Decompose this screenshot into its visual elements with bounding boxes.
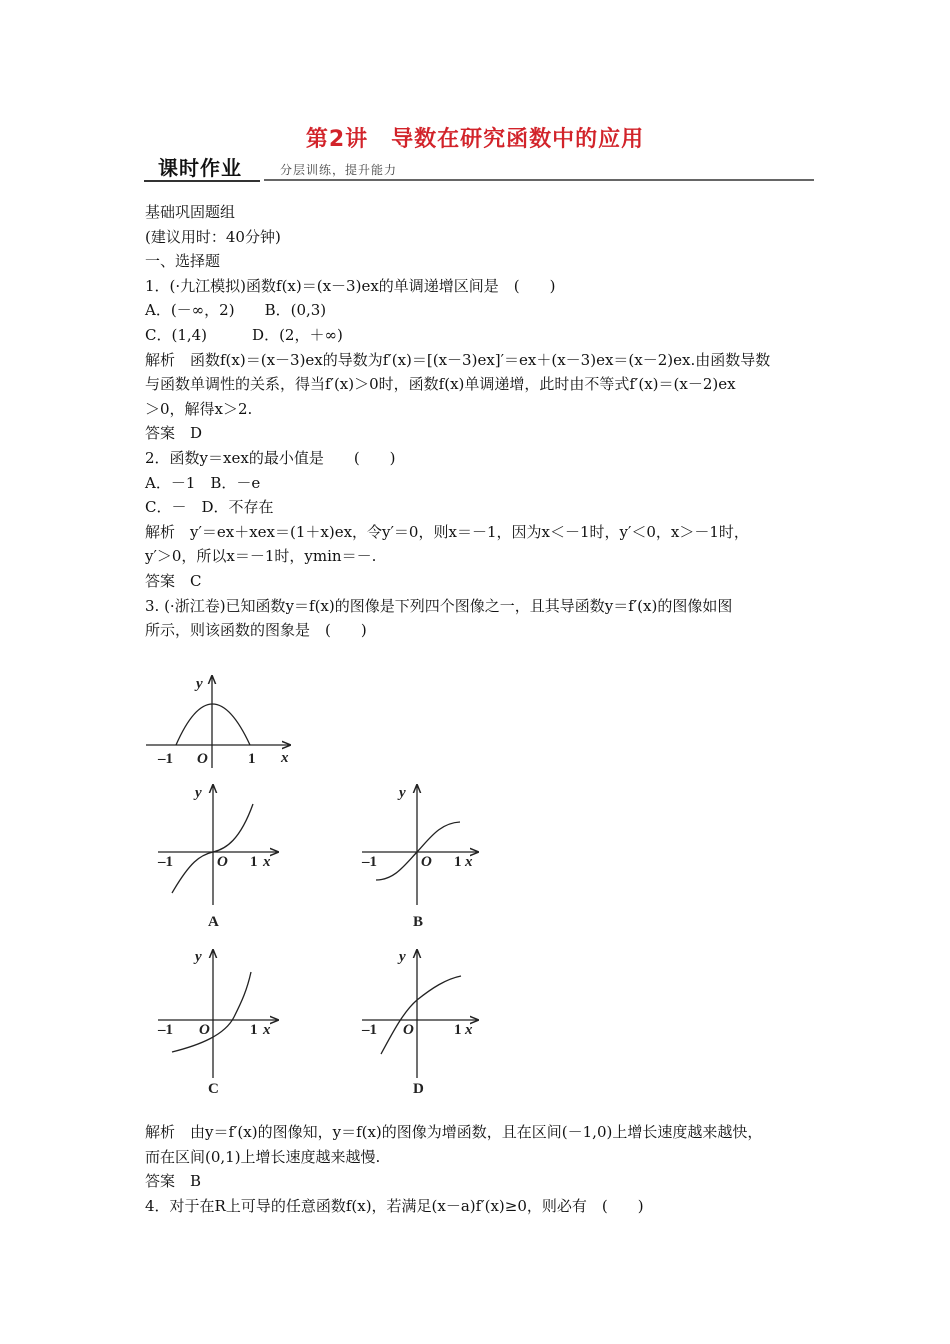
text-line: 1．(·九江模拟)函数f(x)＝(x－3)ex的单调递增区间是 ( ) (145, 276, 556, 295)
origin-label: O (199, 1022, 210, 1038)
text-line: 基础巩固题组 (145, 203, 236, 221)
tick-neg-label: –1 (362, 1022, 377, 1038)
axis-x-label: x (465, 854, 473, 870)
axis-y-label: y (196, 676, 203, 692)
graph-option-d (361, 949, 478, 1097)
text-line: ＞0，解得x＞2. (145, 399, 253, 418)
tick-neg-label: –1 (158, 854, 173, 870)
text-line: C．－ D．不存在 (145, 498, 274, 517)
graph-option-a (157, 785, 278, 930)
text-line: 一、选择题 (145, 252, 221, 271)
text-line: C．(1,4) D．(2，＋∞) (145, 325, 343, 344)
origin-label: O (197, 751, 208, 767)
origin-label: O (421, 854, 432, 870)
tick-neg-label: –1 (362, 854, 377, 870)
text-line: 所示，则该函数的图象是 ( ) (145, 621, 367, 640)
tick-neg-label: –1 (158, 1022, 173, 1038)
origin-label: O (403, 1022, 414, 1038)
text-line: y′＞0，所以x＝－1时，ymin＝－. (145, 547, 377, 566)
axis-y-label: y (195, 949, 202, 965)
axis-y-label: y (195, 785, 202, 801)
tick-pos-label: 1 (248, 751, 256, 767)
text-line: (建议用时：40分钟) (145, 227, 281, 246)
banner-label: 课时作业 (158, 156, 242, 180)
graph-option-b (361, 785, 478, 930)
origin-label: O (217, 854, 228, 870)
tick-neg-label: –1 (158, 751, 173, 767)
option-label: B (413, 914, 424, 930)
text-line: 解析 y′＝ex＋xex＝(1＋x)ex，令y′＝0，则x＝－1，因为x＜－1时，y′＜0，x＞－1时， (145, 522, 749, 541)
text-line: 而在区间(0,1)上增长速度越来越慢. (145, 1147, 381, 1166)
page-title: 第2讲 导数在研究函数中的应用 (305, 127, 645, 152)
text-line: 与函数单调性的关系，得当f′(x)＞0时，函数f(x)单调递增，此时由不等式f′(x)＝(x－2)ex (145, 375, 736, 394)
text-line: 答案 C (145, 571, 202, 590)
tick-pos-label: 1 (454, 854, 462, 870)
tick-pos-label: 1 (250, 854, 258, 870)
axis-x-label: x (263, 1022, 271, 1038)
option-label: C (208, 1081, 219, 1097)
text-line: 解析 函数f(x)＝(x－3)ex的导数为f′(x)＝[(x－3)ex]′＝ex＋(x－3)ex＝(x－2)ex.由函数导数 (145, 350, 771, 369)
text-line: 2．函数y＝xex的最小值是 ( ) (145, 448, 396, 467)
answer-text (145, 1120, 815, 1218)
option-label: A (208, 914, 219, 930)
tick-pos-label: 1 (250, 1022, 258, 1038)
banner-subtitle: 分层训练，提升能力 (280, 163, 398, 177)
text-line: 4．对于在R上可导的任意函数f(x)，若满足(x－a)f′(x)≥0，则必有 ( ) (145, 1196, 644, 1215)
text-line: 答案 D (145, 424, 203, 443)
derivative-graph-labels (157, 676, 289, 767)
axis-x-label: x (263, 854, 271, 870)
text-line: A．－1 B．－e (145, 473, 261, 492)
axis-x-label: x (281, 750, 289, 766)
text-line: 答案 B (145, 1172, 202, 1191)
axis-y-label: y (399, 949, 406, 965)
option-label: D (413, 1081, 424, 1097)
tick-pos-label: 1 (454, 1022, 462, 1038)
text-line: 解析 由y＝f′(x)的图像知，y＝f(x)的图像为增函数，且在区间(－1,0)上增长速度越来越快， (145, 1123, 763, 1141)
axis-y-label: y (399, 785, 406, 801)
text-line: 3. (·浙江卷)已知函数y＝f(x)的图像是下列四个图像之一，且其导函数y＝f′(x)的图像如图 (145, 596, 733, 615)
axis-x-label: x (465, 1022, 473, 1038)
graph-option-c (157, 949, 278, 1097)
text-line: A．(－∞，2) B．(0,3) (145, 301, 327, 320)
